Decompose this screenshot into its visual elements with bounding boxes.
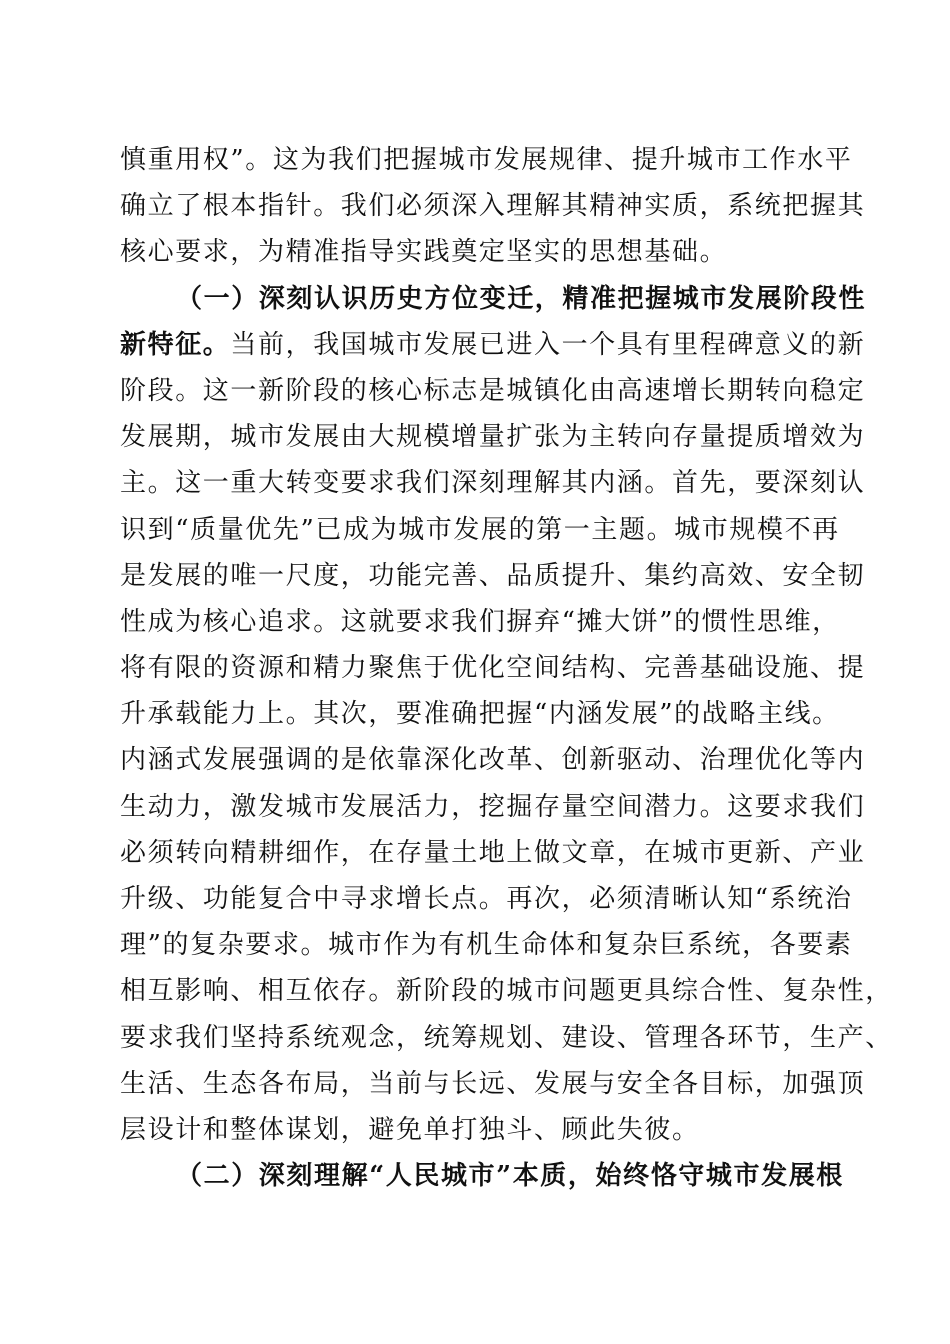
section-heading-1 (120, 276, 867, 322)
text-line: 层设计和整体谋划，避免单打独斗、顾此失彼。 (120, 1114, 700, 1145)
text-line: 将有限的资源和精力聚焦于优化空间结构、完善基础设施、提 (120, 653, 866, 684)
heading-text: （二）深刻理解“人民城市”本质，始终恪守城市发展根 (176, 1161, 844, 1192)
text-line: 是发展的唯一尺度，功能完善、品质提升、集约高效、安全韧 (120, 560, 866, 591)
text-line: 识到“质量优先”已成为城市发展的第一主题。城市规模不再 (120, 514, 840, 545)
text-line: 主。这一重大转变要求我们深刻理解其内涵。首先，要深刻认 (120, 468, 866, 499)
text-line: 必须转向精耕细作，在存量土地上做文章，在城市更新、产业 (120, 837, 866, 868)
section-heading-2 (120, 1153, 844, 1199)
text-line: 相互影响、相互依存。新阶段的城市问题更具综合性、复杂性， (120, 976, 893, 1007)
text-line: 生活、生态各布局，当前与长远、发展与安全各目标，加强顶 (120, 1068, 866, 1099)
text-line: 升承载能力上。其次，要准确把握“内涵发展”的战略主线。 (120, 699, 840, 730)
text-line: 核心要求，为精准指导实践奠定坚实的思想基础。 (120, 237, 728, 268)
text-line: 慎重用权”。这为我们把握城市发展规律、提升城市工作水平 (120, 145, 853, 175)
text-line: 新特征。当前，我国城市发展已进入一个具有里程碑意义的新 (120, 329, 866, 360)
text-line: 要求我们坚持系统观念，统筹规划、建设、管理各环节，生产、 (120, 1022, 893, 1053)
text-line: 升级、功能复合中寻求增长点。再次，必须清晰认知“系统治 (120, 884, 853, 914)
text-line: 性成为核心追求。这就要求我们摒弃“摊大饼”的惯性思维， (120, 606, 840, 637)
heading-text: （一）深刻认识历史方位变迁，精准把握城市发展阶段性 (176, 283, 867, 314)
text-line: 阶段。这一新阶段的核心标志是城镇化由高速增长期转向稳定 (120, 375, 866, 406)
text-line: 理”的复杂要求。城市作为有机生命体和复杂巨系统，各要素 (120, 930, 853, 961)
text-line: 发展期，城市发展由大规模增量扩张为主转向存量提质增效为 (120, 422, 866, 453)
text-line: 生动力，激发城市发展活力，挖掘存量空间潜力。这要求我们 (120, 791, 866, 822)
text-line: 内涵式发展强调的是依靠深化改革、创新驱动、治理优化等内 (120, 745, 866, 776)
heading-text: 新特征。 (120, 329, 231, 360)
text-line: 确立了根本指针。我们必须深入理解其精神实质，系统把握其 (120, 191, 866, 222)
body-text (120, 137, 893, 1199)
